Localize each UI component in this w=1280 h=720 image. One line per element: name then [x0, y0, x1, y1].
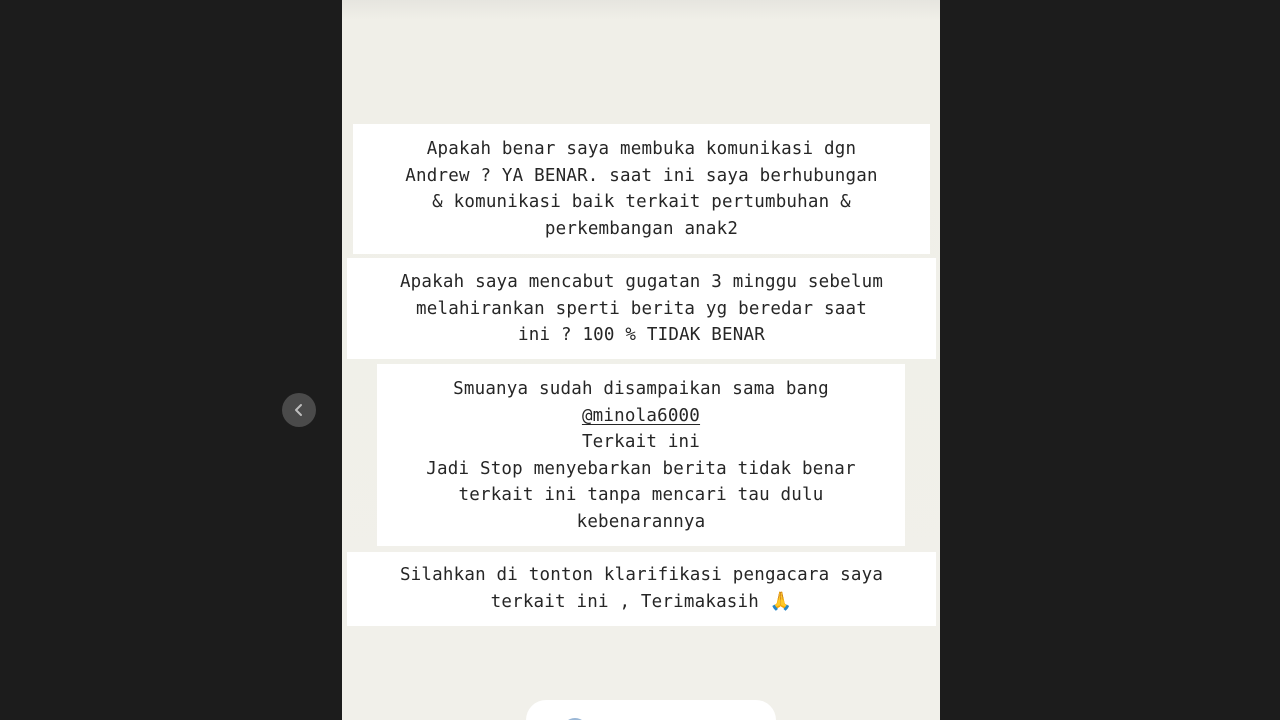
text-line: Terkait ini: [581, 432, 701, 453]
text-line: Apakah saya mencabut gugatan 3 minggu sebelum: [399, 272, 884, 292]
story-bottom-sticker[interactable]: [526, 700, 776, 720]
text-line: Apakah benar saya membuka komunikasi dgn: [426, 139, 857, 159]
text-line: Andrew ? YA BENAR. saat ini saya berhubungan: [405, 165, 878, 186]
text-line: melahirankan sperti berita yg beredar saat: [416, 298, 867, 319]
previous-story-button[interactable]: [282, 393, 316, 427]
text-line: terkait ini tanpa mencari tau dulu: [458, 485, 824, 506]
mention-link[interactable]: @minola6000: [581, 405, 701, 426]
text-line: Smuanya sudah disampaikan sama bang: [453, 379, 829, 399]
text-line: perkembangan anak2: [544, 218, 739, 239]
text-block-disampaikan: [377, 364, 905, 546]
text-block-klarifikasi: [347, 552, 936, 626]
text-line: Jadi Stop menyebarkan berita tidak benar: [426, 458, 856, 479]
text-line: kebenarannya: [576, 511, 706, 532]
chevron-left-icon: [292, 403, 306, 417]
text-block-komunikasi: [353, 124, 930, 254]
text-line: & komunikasi baik terkait pertumbuhan &: [432, 192, 851, 213]
text-line: ini ? 100 % TIDAK BENAR: [518, 325, 765, 346]
story-frame[interactable]: [342, 0, 940, 720]
text-line: Silahkan di tonton klarifikasi pengacara saya: [399, 565, 884, 585]
text-block-gugatan: [347, 258, 936, 359]
text-line: terkait ini , Terimakasih: [490, 591, 760, 612]
folded-hands-icon: 🙏: [769, 590, 793, 612]
